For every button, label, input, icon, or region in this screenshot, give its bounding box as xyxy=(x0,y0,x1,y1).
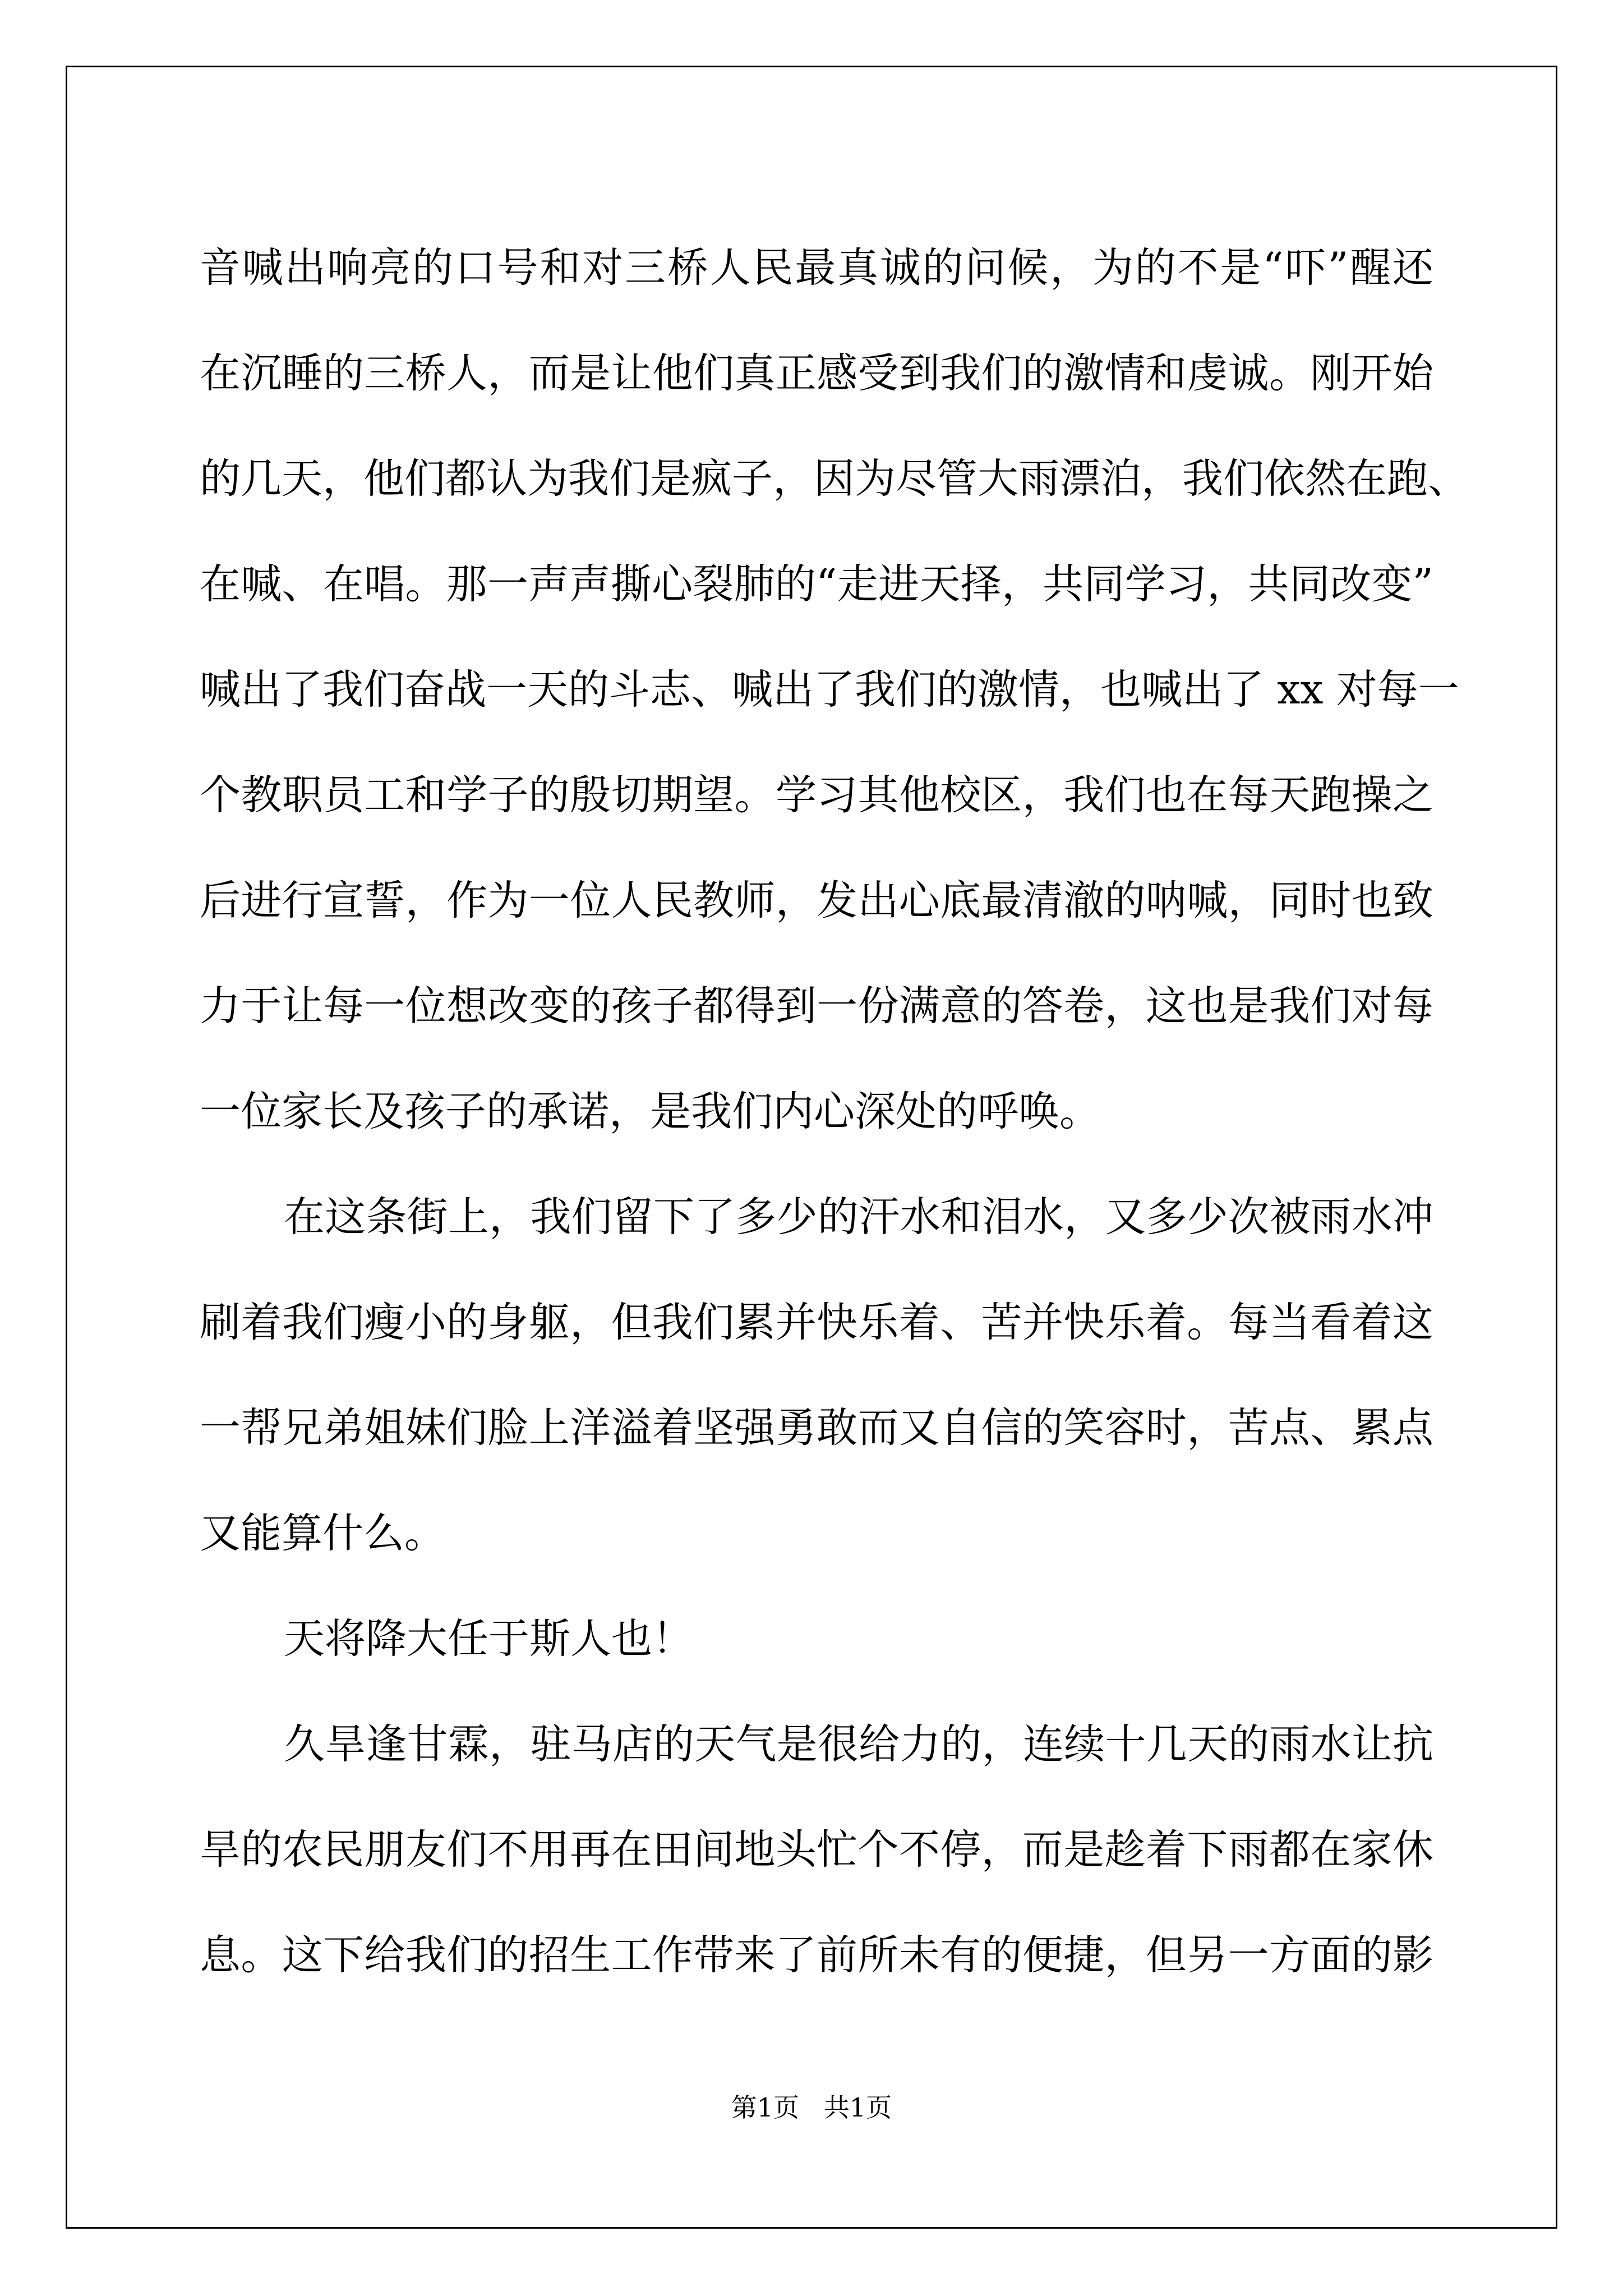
text-line: 后进行宣誓，作为一位人民教师，发出心底最清澈的呐喊，同时也致 xyxy=(200,877,1433,924)
text-line: 喊出了我们奋战一天的斗志、喊出了我们的激情，也喊出了 xx 对每一 xyxy=(200,666,1459,714)
text-line: 一帮兄弟姐妹们脸上洋溢着坚强勇敢而又自信的笑容时，苦点、累点 xyxy=(200,1404,1433,1452)
text-line: 在喊、在唱。那一声声撕心裂肺的“走进天择，共同学习，共同改变” xyxy=(200,560,1433,608)
text-line: 的几天，他们都认为我们是疯子，因为尽管大雨漂泊，我们依然在跑、 xyxy=(200,455,1469,503)
text-line: 旱的农民朋友们不用再在田间地头忙个不停，而是趁着下雨都在家休 xyxy=(200,1826,1433,1874)
text-line: 音喊出响亮的口号和对三桥人民最真诚的问候，为的不是“吓”醒还 xyxy=(200,244,1433,292)
text-line: 个教职员工和学子的殷切期望。学习其他校区，我们也在每天跑操之 xyxy=(200,771,1433,819)
text-line: 力于让每一位想改变的孩子都得到一份满意的答卷，这也是我们对每 xyxy=(200,982,1433,1030)
text-line: 久旱逢甘霖，驻马店的天气是很给力的，连续十几天的雨水让抗 xyxy=(284,1720,1433,1768)
text-line: 又能算什么。 xyxy=(200,1510,445,1557)
text-line: 息。这下给我们的招生工作带来了前所未有的便捷，但另一方面的影 xyxy=(200,1931,1433,1979)
page-footer: 第1页 共1页 xyxy=(731,2092,892,2123)
text-line: 天将降大任于斯人也！ xyxy=(284,1615,693,1663)
text-line: 刷着我们瘦小的身躯，但我们累并快乐着、苦并快乐着。每当看着这 xyxy=(200,1299,1433,1346)
text-line: 在这条街上，我们留下了多少的汗水和泪水，又多少次被雨水冲 xyxy=(284,1193,1433,1241)
document-body xyxy=(200,215,1469,2008)
text-line: 一位家长及孩子的承诺，是我们内心深处的呼唤。 xyxy=(200,1088,1100,1135)
text-line: 在沉睡的三桥人，而是让他们真正感受到我们的激情和虔诚。刚开始 xyxy=(200,349,1433,397)
